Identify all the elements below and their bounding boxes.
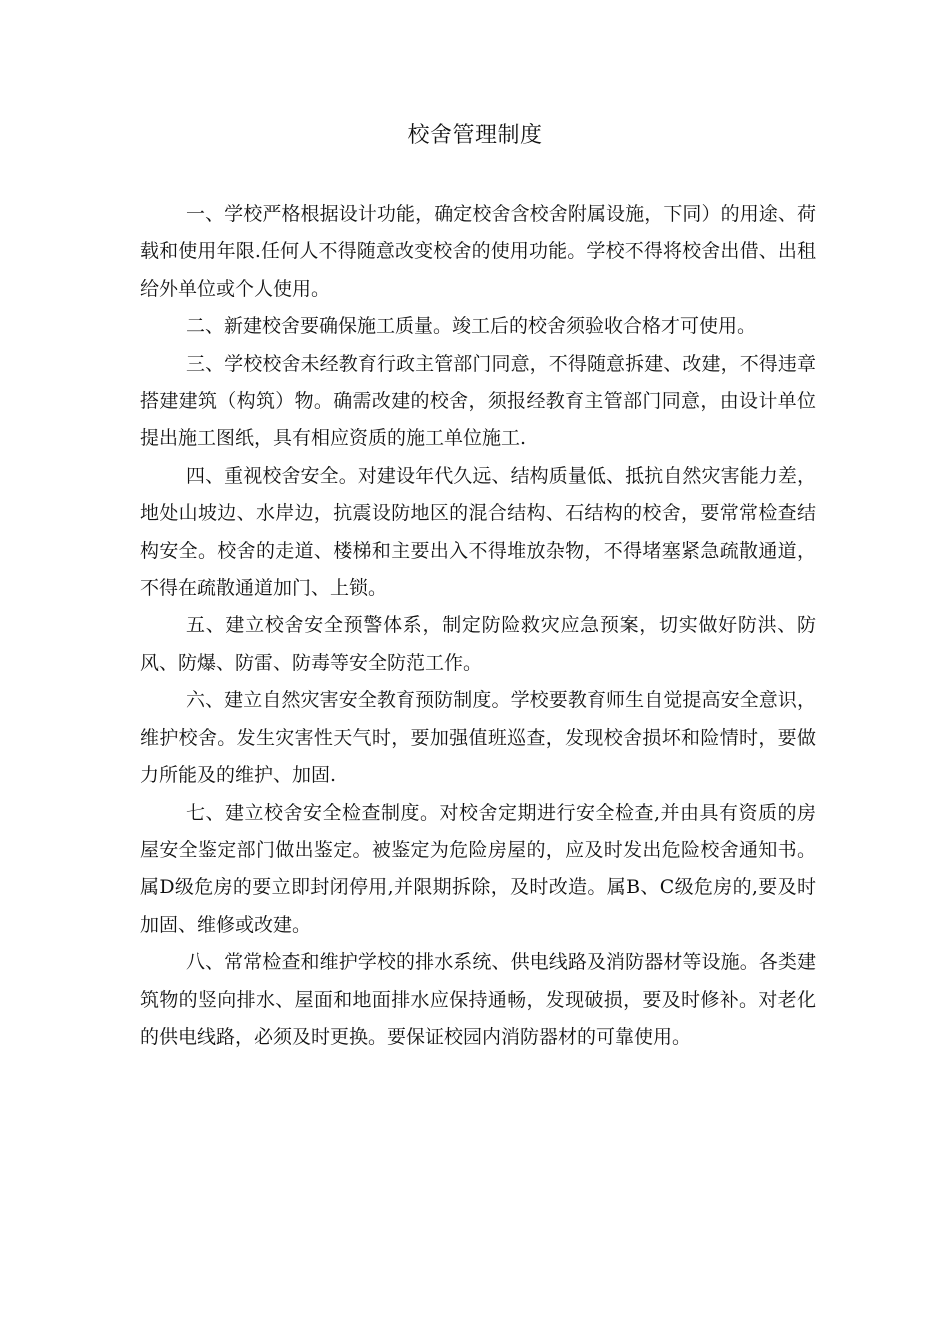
- paragraph-8: 八、常常检查和维护学校的排水系统、供电线路及消防器材等设施。各类建筑物的竖向排水、屋面和地面排水应保持通畅，发现破损，要及时修补。对老化的供电线路，必须及时更换。要保证校园内消防器材的可靠使用。: [140, 951, 816, 1048]
- paragraph-6: 六、建立自然灾害安全教育预防制度。学校要教育师生自觉提高安全意识，维护校舍。发生灾害性天气时，要加强值班巡查，发现校舍损坏和险情时，要做力所能及的维护、加固.: [140, 689, 816, 787]
- document-body: [140, 196, 816, 1056]
- paragraph-3: 三、学校校舍未经教育行政主管部门同意，不得随意拆建、改建，不得违章搭建建筑（构筑）物。确需改建的校舍，须报经教育主管部门同意，由设计单位提出施工图纸，具有相应资质的施工单位施工.: [140, 352, 816, 450]
- paragraph-5: 五、建立校舍安全预警体系，制定防险救灾应急预案，切实做好防洪、防风、防爆、防雷、防毒等安全防范工作。: [140, 614, 816, 674]
- paragraph-2: 二、新建校舍要确保施工质量。竣工后的校舍须验收合格才可使用。: [186, 315, 757, 338]
- paragraph-7: 七、建立校舍安全检查制度。对校舍定期进行安全检查,并由具有资质的房屋安全鉴定部门做出鉴定。被鉴定为危险房屋的，应及时发出危险校舍通知书。属D级危房的要立即封闭停用,并限期拆除，及时改造。属B、C级危房的,要及时加固、维修或改建。: [140, 801, 816, 936]
- paragraph-4: 四、重视校舍安全。对建设年代久远、结构质量低、抵抗自然灾害能力差，地处山坡边、水岸边，抗震设防地区的混合结构、石结构的校舍，要常常检查结构安全。校舍的走道、楼梯和主要出入不得堆放杂物，不得堵塞紧急疏散通道，不得在疏散通道加门、上锁。: [140, 464, 816, 600]
- document-title: 校舍管理制度: [407, 123, 543, 148]
- paragraph-1: 一、学校严格根据设计功能，确定校舍含校舍附属设施，下同）的用途、荷载和使用年限.任何人不得随意改变校舍的使用功能。学校不得将校舍出借、出租给外单位或个人使用。: [140, 203, 816, 300]
